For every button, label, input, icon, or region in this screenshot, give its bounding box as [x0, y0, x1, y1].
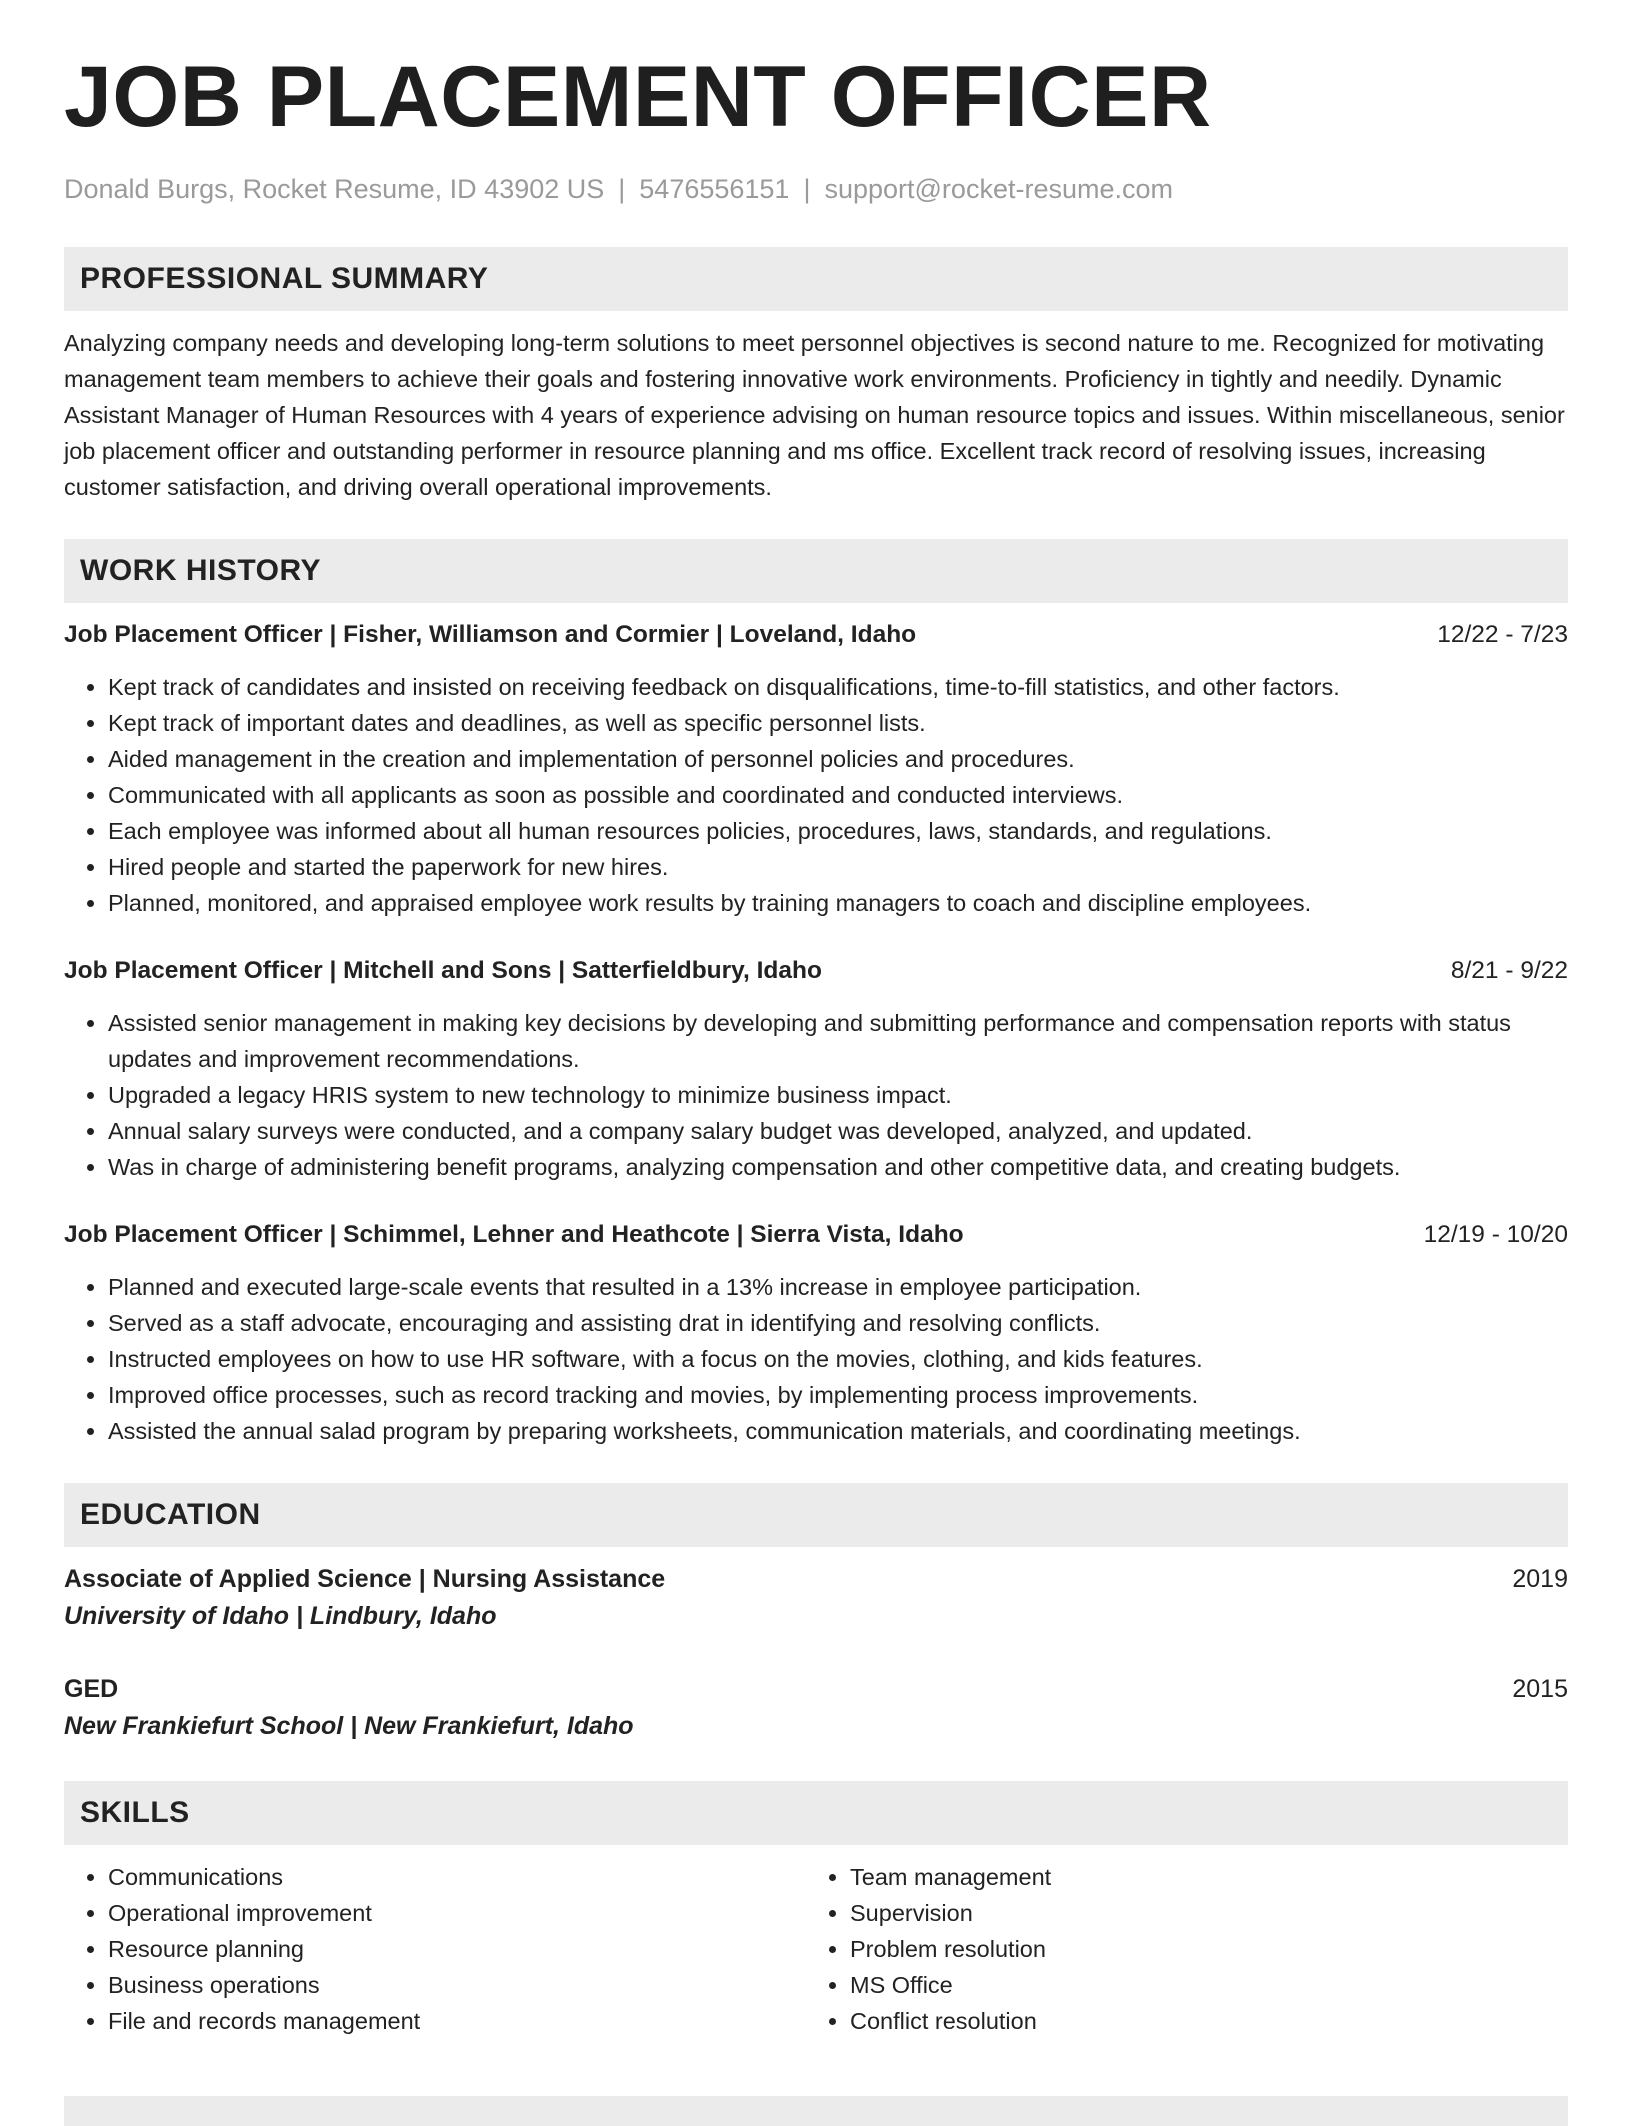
list-item: • Each employee was informed about all human resources policies, procedures, laws, standards, and regulations.: [108, 813, 1568, 849]
skill-item: • Operational improvement: [108, 1895, 806, 1931]
education-entry: [64, 1561, 1568, 1635]
list-item: • Instructed employees on how to use HR software, with a focus on the movies, clothing, and kids features.: [108, 1341, 1568, 1377]
job-header: [64, 953, 1568, 989]
skill-item: • Business operations: [108, 1967, 806, 2003]
job-header: [64, 1217, 1568, 1253]
skill-item: • Communications: [108, 1859, 806, 1895]
section-header-summary: PROFESSIONAL SUMMARY: [64, 247, 1568, 311]
list-item: • Was in charge of administering benefit programs, analyzing compensation and other competitive data, and creating budgets.: [108, 1149, 1568, 1185]
education-year: 2015: [1512, 1675, 1568, 1703]
skill-item: • File and records management: [108, 2003, 806, 2039]
list-item: • Improved office processes, such as record tracking and movies, by implementing process improvements.: [108, 1377, 1568, 1413]
list-item: • Annual salary surveys were conducted, and a company salary budget was developed, analyzed, and updated.: [108, 1113, 1568, 1149]
job-title: Job Placement Officer | Fisher, Williamson and Cormier | Loveland, Idaho: [64, 621, 917, 648]
education-header: [64, 1561, 1568, 1597]
job-entry: [64, 617, 1568, 921]
education-school: New Frankiefurt School | New Frankiefurt, Idaho: [64, 1712, 634, 1740]
list-item: • Served as a staff advocate, encouraging and assisting drat in identifying and resolving conflicts.: [108, 1305, 1568, 1341]
list-item: • Assisted senior management in making key decisions by developing and submitting performance and compensation reports with status updates and improvement recommendations.: [108, 1005, 1568, 1077]
skill-item: • Resource planning: [108, 1931, 806, 1967]
list-item: • Kept track of important dates and deadlines, as well as specific personnel lists.: [108, 705, 1568, 741]
contact-separator: |: [803, 174, 811, 204]
education-school: University of Idaho | Lindbury, Idaho: [64, 1602, 497, 1630]
contact-phone: 5476556151: [639, 174, 790, 204]
job-dates: 12/22 - 7/23: [1437, 621, 1568, 648]
job-title: Job Placement Officer | Schimmel, Lehner and Heathcote | Sierra Vista, Idaho: [64, 1221, 964, 1248]
skills-column-left: [64, 1859, 806, 2039]
education-year: 2019: [1512, 1565, 1568, 1593]
job-entry: [64, 1217, 1568, 1449]
job-dates: 12/19 - 10/20: [1423, 1221, 1568, 1248]
education-degree: Associate of Applied Science | Nursing Assistance: [64, 1565, 666, 1593]
section-header-skills: SKILLS: [64, 1781, 1568, 1845]
section-header-work-history: WORK HISTORY: [64, 539, 1568, 603]
contact-address: Donald Burgs, Rocket Resume, ID 43902 US: [64, 174, 605, 204]
skills-column-right: [806, 1859, 1506, 2039]
section-header-education: EDUCATION: [64, 1483, 1568, 1547]
skill-item: • Team management: [850, 1859, 1506, 1895]
list-item: • Hired people and started the paperwork for new hires.: [108, 849, 1568, 885]
job-bullets: [64, 1269, 1568, 1449]
job-header: [64, 617, 1568, 653]
job-entry: [64, 953, 1568, 1185]
job-title: Job Placement Officer | Mitchell and Sons | Satterfieldbury, Idaho: [64, 957, 822, 984]
list-item: • Planned, monitored, and appraised employee work results by training managers to coach and discipline employees.: [108, 885, 1568, 921]
list-item: • Aided management in the creation and implementation of personnel policies and procedures.: [108, 741, 1568, 777]
list-item: • Kept track of candidates and insisted on receiving feedback on disqualifications, time-to-fill statistics, and other factors.: [108, 669, 1568, 705]
skills-list: [64, 1845, 1568, 2039]
contact-line: [64, 174, 1568, 205]
education-degree: GED: [64, 1675, 119, 1703]
job-dates: 8/21 - 9/22: [1450, 957, 1568, 984]
job-bullets: [64, 1005, 1568, 1185]
resume-title: JOB PLACEMENT OFFICER: [64, 49, 1212, 145]
list-item: • Assisted the annual salad program by preparing worksheets, communication materials, and coordinating meetings.: [108, 1413, 1568, 1449]
contact-separator: |: [618, 174, 626, 204]
education-entry: [64, 1671, 1568, 1745]
skill-item: • Problem resolution: [850, 1931, 1506, 1967]
list-item: • Planned and executed large-scale events that resulted in a 13% increase in employee participation.: [108, 1269, 1568, 1305]
section-header-next: [64, 2096, 1568, 2126]
job-bullets: [64, 669, 1568, 921]
skill-item: • MS Office: [850, 1967, 1506, 2003]
education-header: [64, 1671, 1568, 1707]
skill-item: • Supervision: [850, 1895, 1506, 1931]
list-item: • Communicated with all applicants as soon as possible and coordinated and conducted interviews.: [108, 777, 1568, 813]
summary-text: Analyzing company needs and developing long-term solutions to meet personnel objectives is second nature to me. Recognized for motivating management team members to achieve their goals and fostering innovative work environments. Proficiency in tightly and needily. Dynamic Assistant Manager of Human Resources with 4 years of experience advising on human resource topics and issues. Within miscellaneous, senior job placement officer and outstanding performer in resource planning and ms office. Excellent track record of resolving issues, increasing customer satisfaction, and driving overall operational improvements.: [64, 330, 1565, 500]
contact-email: support@rocket-resume.com: [824, 174, 1173, 204]
skill-item: • Conflict resolution: [850, 2003, 1506, 2039]
list-item: • Upgraded a legacy HRIS system to new technology to minimize business impact.: [108, 1077, 1568, 1113]
